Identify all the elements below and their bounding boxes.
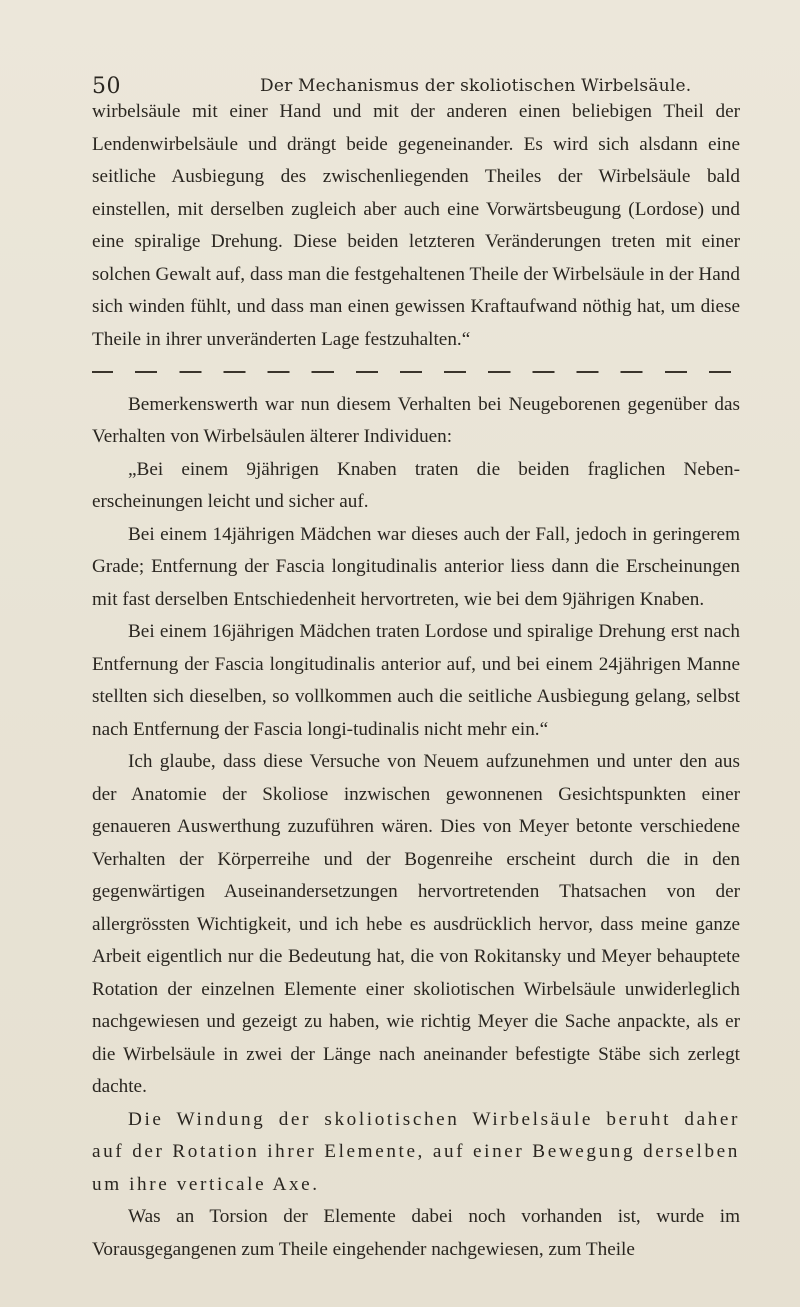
paragraph: Bei einem 16jährigen Mädchen traten Lordose und spiralige Drehung erst nach Entfernung der Fascia longitudinalis anterior auf, und bei einem 24jährigen Manne stellten sich dieselben, so vollkommen auch die seitliche Ausbiegung gelang, selbst nach Entfernung der Fascia longi-tudinalis nicht mehr ein.“ <box>92 621 740 740</box>
paragraph-continuation: wirbelsäule mit einer Hand und mit der anderen einen beliebigen Theil der Lendenwirbelsäule und drängt beide gegeneinander. Es wird sich alsdann eine seitliche Ausbiegung des zwischenliegenden Theiles der Wirbelsäule bald einstellen, mit derselben zugleich aber auch eine Vorwärtsbeugung (Lordose) und eine spiralige Drehung. Diese beiden letzteren Veränderungen treten mit einer solchen Gewalt auf, dass man die festgehaltenen Theile der Wirbelsäule in der Hand sich winden fühlt, und dass man einen gewissen Kraftaufwand nöthig hat, um diese Theile in ihrer unveränderten Lage festzuhalten.“ <box>92 101 740 350</box>
dashed-separator <box>92 356 740 389</box>
paragraph: Bemerkenswerth war nun diesem Verhalten bei Neugeborenen gegenüber das Verhalten von Wirbelsäulen älterer Individuen: <box>92 393 740 447</box>
paragraph-emphasized: Die Windung der skoliotischen Wirbelsäule beruht daher auf der Rotation ihrer Elemente, auf einer Bewegung derselben um ihre verticale Axe. <box>92 1108 740 1195</box>
page-number: 50 <box>92 74 121 99</box>
paragraph: Was an Torsion der Elemente dabei noch vorhanden ist, wurde im Vorausgegangenen zum Theile eingehender nachgewiesen, zum Theile <box>92 1206 740 1260</box>
paragraph-quote-start: „Bei einem 9jährigen Knaben traten die beiden fraglichen Neben-erscheinungen leicht und sicher auf. <box>92 458 740 512</box>
running-title: Der Mechanismus der skoliotischen Wirbelsäule. <box>260 76 692 96</box>
body-text <box>92 96 740 1266</box>
paragraph: Ich glaube, dass diese Versuche von Neuem aufzunehmen und unter den aus der Anatomie der Skoliose inzwischen gewonnenen Gesichtspunkten einer genaueren Auswerthung zuzuführen wären. Dies von Meyer betonte verschiedene Verhalten der Körperreihe und der Bogenreihe erscheint durch die in den gegenwärtigen Auseinandersetzungen hervortretenden Thatsachen von der allergrössten Wichtigkeit, und ich hebe es ausdrücklich hervor, dass meine ganze Arbeit eigentlich nur die Bedeutung hat, die von Rokitansky und Meyer behauptete Rotation der einzelnen Elemente einer skoliotischen Wirbelsäule unwiderleglich nachgewiesen und gezeigt zu haben, wie richtig Meyer die Sache anpackte, als er die Wirbelsäule in zwei der Länge nach aneinander befestigte Stäbe sich zerlegt dachte. <box>92 751 740 1097</box>
paragraph: Bei einem 14jährigen Mädchen war dieses auch der Fall, jedoch in geringerem Grade; Entfernung der Fascia longitudinalis anterior liess dann die Erscheinungen mit fast derselben Entschiedenheit hervortreten, wie bei dem 9jährigen Knaben. <box>92 523 740 610</box>
